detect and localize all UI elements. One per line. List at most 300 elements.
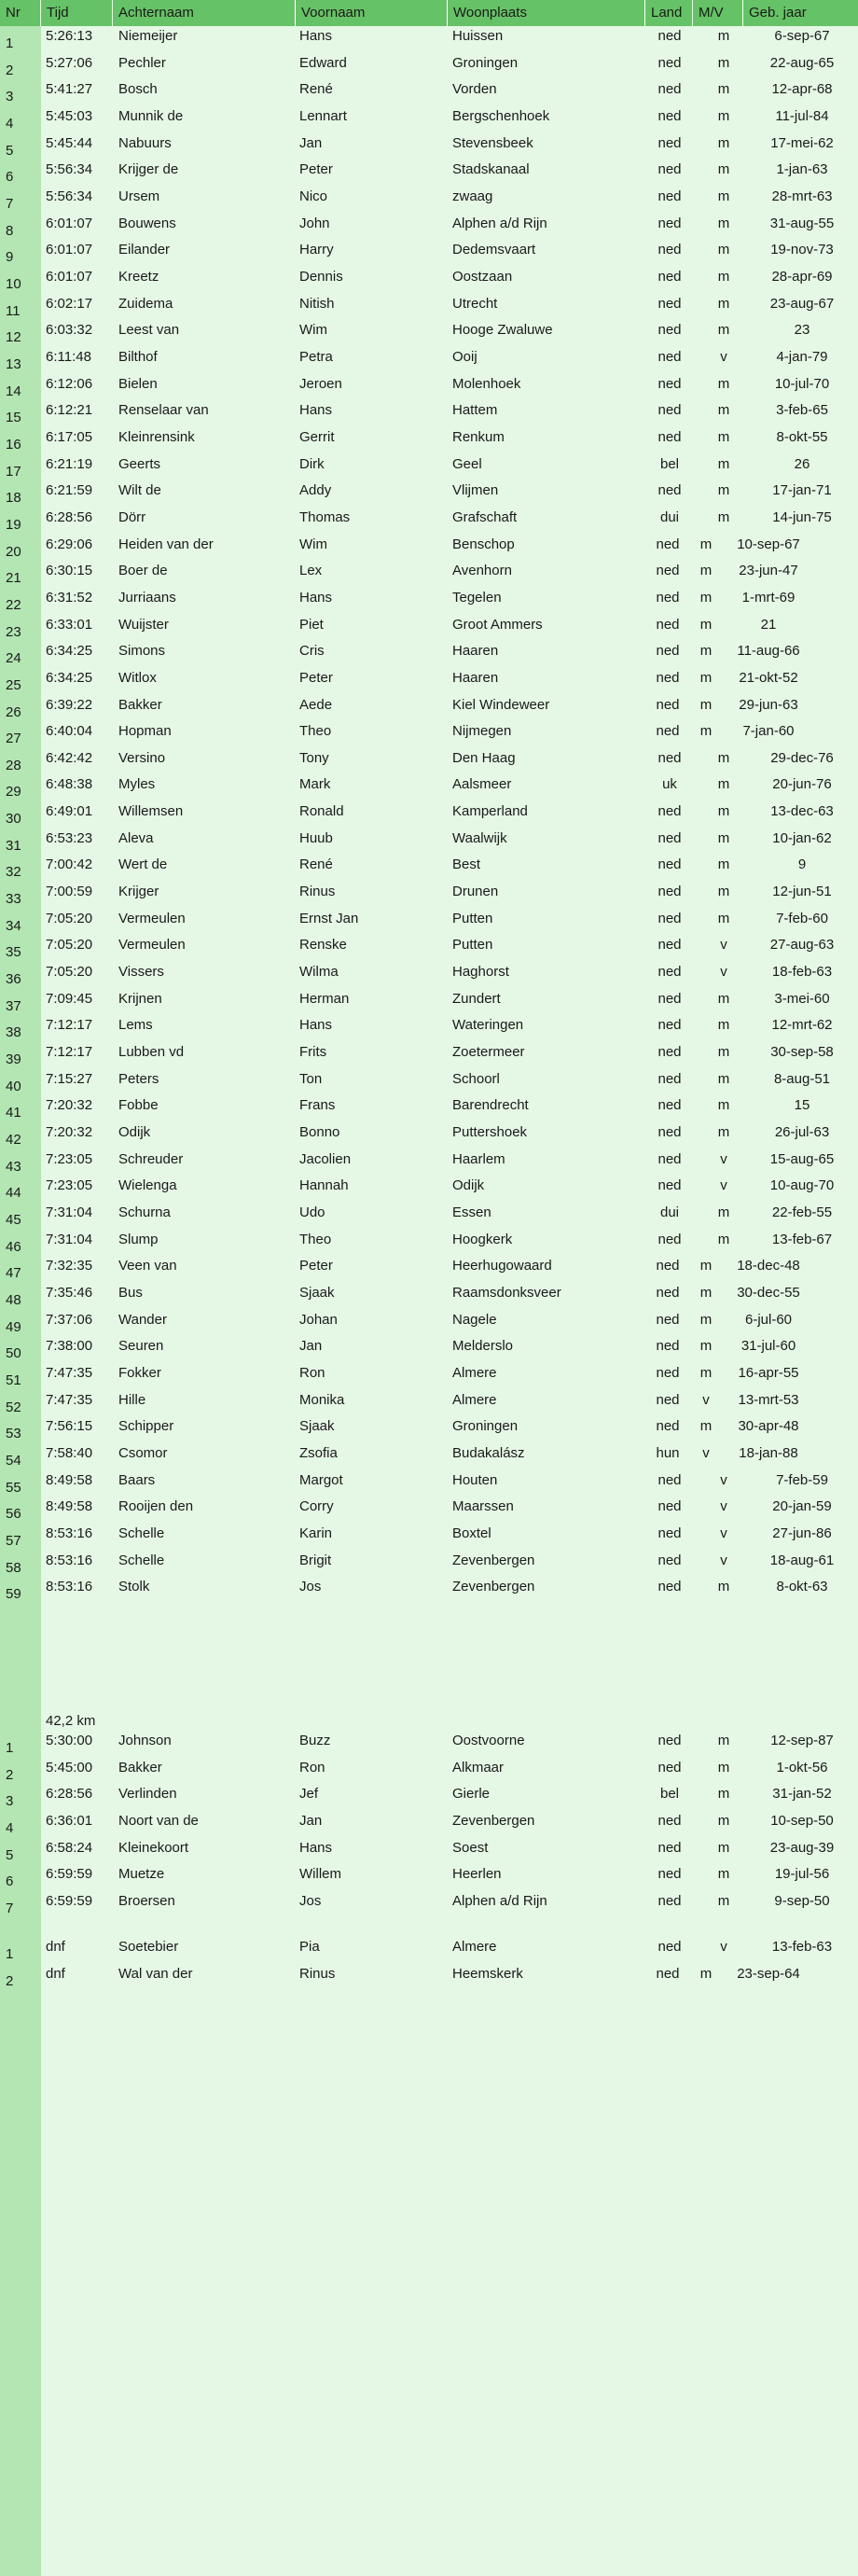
cell-voornaam: Dirk [299,455,325,472]
table-row [0,882,858,909]
cell-geb-jaar: 18-dec-48 [737,1258,800,1274]
table-row [0,214,858,241]
cell-land: ned [657,107,682,124]
cell-land: bel [659,1786,680,1803]
table-row [0,133,858,160]
cell-achternaam: Wielenga [118,1177,177,1194]
cell-voornaam: Addy [299,482,332,499]
cell-achternaam: Bouwens [118,215,176,231]
header-woonplaats: Woonplaats [448,0,645,26]
cell-land: ned [657,1471,682,1488]
cell-land: ned [657,1759,682,1775]
cell-geb-jaar: 30-sep-58 [770,1044,834,1061]
cell-geb-jaar: 30-apr-48 [738,1418,799,1435]
header-achternaam: Achternaam [113,0,296,26]
cell-nr: 54 [6,1452,21,1469]
cell-nr: 7 [6,195,14,212]
cell-achternaam: Wilt de [118,482,161,499]
cell-nr: 1 [6,1740,14,1756]
cell-achternaam: Krijger de [118,161,179,178]
cell-achternaam: Fokker [118,1365,161,1381]
cell-woonplaats: Benschop [452,536,515,552]
cell-woonplaats: Almere [452,1939,497,1955]
cell-mv: m [699,1338,713,1355]
table-row [0,1964,858,1991]
cell-woonplaats: Best [452,856,481,873]
cell-achternaam: Pechler [118,54,166,71]
cell-tijd: 7:00:42 [46,856,93,873]
cell-woonplaats: Heerhugowaard [452,1258,552,1274]
cell-achternaam: Lubben vd [118,1044,185,1061]
cell-tijd: 5:27:06 [46,54,93,71]
table-row [0,828,858,856]
cell-tijd: 8:49:58 [46,1498,93,1515]
cell-geb-jaar: 27-jun-86 [772,1525,832,1541]
cell-voornaam: Frans [299,1097,336,1114]
cell-mv: m [717,188,730,204]
cell-voornaam: Theo [299,1231,332,1247]
cell-geb-jaar: 31-jul-60 [740,1338,796,1355]
table-row [0,535,858,562]
cell-voornaam: Margot [299,1471,343,1488]
cell-land: ned [657,322,682,339]
cell-nr: 22 [6,596,21,613]
cell-woonplaats: Grafschaft [452,508,518,525]
cell-nr: 42 [6,1132,21,1149]
cell-land: ned [657,749,682,766]
cell-nr: 7 [6,1900,14,1916]
cell-mv: m [717,776,730,793]
cell-land: ned [657,829,682,846]
cell-tijd: 6:59:59 [46,1866,93,1883]
cell-achternaam: Kreetz [118,268,159,285]
cell-geb-jaar: 29-jun-63 [739,696,798,713]
cell-mv: m [717,402,730,419]
cell-voornaam: Petra [299,348,333,365]
cell-woonplaats: Oostvoorne [452,1733,525,1748]
cell-tijd: 5:45:44 [46,134,93,151]
cell-achternaam: Johnson [118,1733,172,1748]
cell-geb-jaar: 7-feb-59 [776,1471,828,1488]
cell-tijd: 6:28:56 [46,1786,93,1803]
table-row [0,989,858,1016]
cell-nr: 5 [6,142,14,159]
cell-land: ned [657,54,682,71]
cell-tijd: 5:56:34 [46,188,93,204]
cell-geb-jaar: 18-jan-88 [739,1444,798,1461]
cell-mv: m [699,1258,713,1274]
cell-voornaam: Nitish [299,295,335,312]
cell-woonplaats: Nijmegen [452,723,512,740]
cell-achternaam: Muetze [118,1866,165,1883]
cell-land: ned [657,1892,682,1909]
cell-woonplaats: Nagele [452,1311,497,1328]
cell-woonplaats: Hattem [452,402,498,419]
table-row [0,267,858,294]
cell-voornaam: Hans [299,402,333,419]
cell-achternaam: Niemeijer [118,28,178,44]
cell-nr: 18 [6,490,21,507]
cell-woonplaats: Zoetermeer [452,1044,525,1061]
cell-land: ned [657,803,682,820]
table-row [0,855,858,882]
cell-voornaam: Aede [299,696,333,713]
cell-voornaam: Wim [299,322,327,339]
cell-woonplaats: Essen [452,1204,491,1221]
cell-achternaam: Bosch [118,81,158,98]
cell-woonplaats: Maarssen [452,1498,514,1515]
cell-achternaam: Eilander [118,242,171,258]
cell-geb-jaar: 7-jan-60 [742,723,795,740]
cell-woonplaats: Aalsmeer [452,776,512,793]
cell-tijd: 7:12:17 [46,1044,93,1061]
table-row [0,615,858,642]
cell-woonplaats: Dedemsvaart [452,242,536,258]
cell-woonplaats: Odijk [452,1177,485,1194]
cell-tijd: 7:37:06 [46,1311,93,1328]
table-row [0,1937,858,1964]
cell-woonplaats: Budakalász [452,1444,525,1461]
cell-woonplaats: Putten [452,937,493,954]
cell-tijd: 7:32:35 [46,1258,93,1274]
cell-geb-jaar: 27-aug-63 [769,937,835,954]
table-row [0,1310,858,1337]
cell-mv: m [699,1285,713,1302]
cell-voornaam: Thomas [299,508,351,525]
cell-mv: m [717,990,730,1007]
cell-achternaam: Csomor [118,1444,168,1461]
cell-mv: m [699,589,713,606]
cell-woonplaats: Gierle [452,1786,491,1803]
cell-geb-jaar: 19-jul-56 [774,1866,830,1883]
table-row [0,801,858,828]
cell-voornaam: Tony [299,749,329,766]
cell-nr: 6 [6,169,14,186]
cell-mv: m [717,375,730,392]
cell-land: ned [656,536,680,552]
cell-geb-jaar: 12-apr-68 [771,81,833,98]
cell-land: ned [657,348,682,365]
cell-geb-jaar: 13-feb-63 [771,1939,833,1955]
cell-nr: 19 [6,516,21,533]
cell-land: ned [656,616,680,633]
cell-achternaam: Rooijen den [118,1498,194,1515]
cell-tijd: 7:23:05 [46,1150,93,1167]
cell-tijd: 8:49:58 [46,1471,93,1488]
cell-voornaam: Ernst Jan [299,910,359,926]
cell-achternaam: Ursem [118,188,160,204]
cell-geb-jaar: 31-aug-55 [769,215,835,231]
cell-woonplaats: zwaag [452,188,493,204]
cell-land: ned [657,28,682,44]
table-row [0,1551,858,1578]
cell-land: ned [657,1124,682,1141]
cell-land: ned [656,1338,680,1355]
cell-nr: 21 [6,570,21,587]
cell-mv: m [699,1365,713,1381]
table-row [0,1042,858,1069]
cell-voornaam: Ron [299,1365,325,1381]
cell-land: ned [657,188,682,204]
cell-nr: 36 [6,971,21,988]
cell-achternaam: Kleinekoort [118,1839,189,1856]
cell-woonplaats: Utrecht [452,295,498,312]
cell-mv: m [717,134,730,151]
cell-woonplaats: Vorden [452,81,497,98]
cell-geb-jaar: 12-jun-51 [772,884,832,900]
cell-mv: m [717,81,730,98]
table-row [0,26,858,53]
cell-geb-jaar: 26-jul-63 [774,1124,830,1141]
cell-geb-jaar: 28-apr-69 [771,268,833,285]
cell-achternaam: Nabuurs [118,134,172,151]
cell-land: ned [656,643,680,660]
table-row [0,1256,858,1283]
cell-tijd: 8:53:16 [46,1579,93,1595]
cell-nr: 45 [6,1212,21,1229]
cell-mv: v [720,1498,727,1515]
cell-land: ned [657,1552,682,1568]
cell-tijd: 7:58:40 [46,1444,93,1461]
cell-land: ned [656,1965,680,1982]
cell-nr: 12 [6,329,21,346]
cell-voornaam: Harry [299,242,334,258]
table-row [0,1811,858,1838]
cell-mv: m [699,723,713,740]
cell-voornaam: Lennart [299,107,347,124]
cell-woonplaats: Haghorst [452,964,509,981]
cell-nr: 24 [6,650,21,667]
cell-mv: m [717,1839,730,1856]
cell-woonplaats: Almere [452,1365,497,1381]
cell-mv: v [720,348,727,365]
cell-achternaam: Veen van [118,1258,177,1274]
table-row [0,1283,858,1310]
cell-achternaam: Schreuder [118,1150,184,1167]
table-row [0,1838,858,1865]
cell-land: ned [656,1311,680,1328]
cell-achternaam: Aleva [118,829,154,846]
cell-mv: m [717,1812,730,1829]
table-row [0,1577,858,1604]
cell-nr: 41 [6,1105,21,1121]
cell-tijd: 6:31:52 [46,589,93,606]
cell-voornaam: Theo [299,723,332,740]
cell-tijd: 7:15:27 [46,1070,93,1087]
cell-geb-jaar: 3-mei-60 [774,990,830,1007]
cell-land: ned [657,482,682,499]
cell-land: ned [657,1812,682,1829]
cell-nr: 52 [6,1399,21,1415]
table-row [0,1015,858,1042]
cell-nr: 15 [6,410,21,426]
cell-achternaam: Wander [118,1311,167,1328]
cell-tijd: 5:56:34 [46,161,93,178]
cell-geb-jaar: 10-aug-70 [769,1177,835,1194]
cell-land: ned [656,1285,680,1302]
cell-mv: m [717,1786,730,1803]
cell-mv: m [717,1070,730,1087]
cell-nr: 46 [6,1238,21,1255]
cell-geb-jaar: 31-jan-52 [772,1786,832,1803]
cell-achternaam: Dörr [118,508,146,525]
cell-mv: m [717,829,730,846]
cell-achternaam: Bielen [118,375,158,392]
cell-geb-jaar: 17-mei-62 [770,134,834,151]
cell-tijd: dnf [46,1965,65,1982]
cell-woonplaats: Alphen a/d Rijn [452,1892,547,1909]
cell-voornaam: Peter [299,669,333,686]
cell-mv: m [717,482,730,499]
cell-voornaam: Jacolien [299,1150,352,1167]
cell-voornaam: Piet [299,616,324,633]
cell-tijd: 6:02:17 [46,295,93,312]
cell-achternaam: Renselaar van [118,402,209,419]
cell-tijd: 6:48:38 [46,776,93,793]
cell-mv: m [717,107,730,124]
header-land: Land [645,0,693,26]
cell-achternaam: Bilthof [118,348,158,365]
cell-woonplaats: Hooge Zwaluwe [452,322,553,339]
cell-geb-jaar: 1-okt-56 [776,1759,828,1775]
cell-mv: m [699,1311,713,1328]
cell-voornaam: Ton [299,1070,323,1087]
cell-land: ned [656,669,680,686]
table-row [0,160,858,187]
cell-tijd: 8:53:16 [46,1525,93,1541]
cell-nr: 35 [6,944,21,961]
table-row [0,641,858,668]
cell-achternaam: Kleinrensink [118,428,195,445]
cell-geb-jaar: 10-sep-67 [737,536,800,552]
cell-woonplaats: Tegelen [452,589,502,606]
cell-voornaam: Jan [299,1812,323,1829]
cell-voornaam: Ron [299,1759,325,1775]
cell-tijd: 6:34:25 [46,643,93,660]
cell-nr: 3 [6,89,14,105]
cell-geb-jaar: 9 [797,856,807,873]
cell-tijd: 7:05:20 [46,910,93,926]
cell-woonplaats: Den Haag [452,749,516,766]
cell-achternaam: Noort van de [118,1812,199,1829]
table-row [0,294,858,321]
header-voornaam: Voornaam [296,0,448,26]
cell-voornaam: Hannah [299,1177,349,1194]
cell-nr: 26 [6,703,21,720]
cell-tijd: 7:09:45 [46,990,93,1007]
cell-woonplaats: Raamsdonksveer [452,1285,561,1302]
cell-nr: 14 [6,383,21,399]
header-mv: M/V [693,0,743,26]
table-row [0,106,858,133]
cell-geb-jaar: 23-jun-47 [739,563,798,579]
cell-achternaam: Wert de [118,856,168,873]
cell-land: bel [659,455,680,472]
cell-land: dui [659,508,680,525]
cell-woonplaats: Groningen [452,1418,519,1435]
cell-voornaam: Wilma [299,964,339,981]
cell-woonplaats: Barendrecht [452,1097,529,1114]
cell-land: ned [657,1839,682,1856]
cell-mv: m [717,1579,730,1595]
cell-nr: 9 [6,249,14,266]
cell-geb-jaar: 12-mrt-62 [771,1017,833,1034]
cell-achternaam: Simons [118,643,166,660]
cell-tijd: 7:35:46 [46,1285,93,1302]
cell-land: ned [657,1044,682,1061]
cell-mv: m [717,161,730,178]
cell-achternaam: Baars [118,1471,156,1488]
cell-achternaam: Odijk [118,1124,151,1141]
cell-achternaam: Munnik de [118,107,184,124]
cell-woonplaats: Melderslo [452,1338,514,1355]
cell-voornaam: Corry [299,1498,334,1515]
cell-mv: m [717,1044,730,1061]
cell-land: ned [657,134,682,151]
cell-geb-jaar: 13-feb-67 [771,1231,833,1247]
cell-voornaam: Willem [299,1866,341,1883]
cell-land: ned [657,1070,682,1087]
cell-woonplaats: Soest [452,1839,489,1856]
cell-mv: m [717,749,730,766]
cell-nr: 48 [6,1292,21,1309]
cell-tijd: 7:00:59 [46,884,93,900]
cell-geb-jaar: 11-aug-66 [737,643,800,660]
cell-voornaam: Lex [299,563,323,579]
cell-tijd: 6:33:01 [46,616,93,633]
cell-woonplaats: Bergschenhoek [452,107,550,124]
cell-achternaam: Fobbe [118,1097,159,1114]
cell-voornaam: Pia [299,1939,320,1955]
cell-woonplaats: Zevenbergen [452,1579,535,1595]
cell-nr: 32 [6,864,21,881]
table-row [0,1069,858,1096]
cell-mv: m [717,1204,730,1221]
cell-land: ned [656,1365,680,1381]
cell-land: ned [657,1579,682,1595]
cell-woonplaats: Boxtel [452,1525,491,1541]
cell-voornaam: Sjaak [299,1418,335,1435]
cell-geb-jaar: 6-jul-60 [744,1311,793,1328]
cell-geb-jaar: 10-jul-70 [774,375,830,392]
cell-achternaam: Peters [118,1070,159,1087]
cell-achternaam: Krijger [118,884,159,900]
cell-nr: 25 [6,676,21,693]
cell-voornaam: Hans [299,1839,333,1856]
cell-geb-jaar: 20-jun-76 [772,776,832,793]
cell-mv: m [699,563,713,579]
cell-land: ned [657,1733,682,1748]
cell-mv: v [720,964,727,981]
cell-mv: m [699,1965,713,1982]
cell-land: ned [657,1498,682,1515]
cell-voornaam: Renske [299,937,347,954]
table-row [0,1731,858,1758]
cell-achternaam: Krijnen [118,990,162,1007]
table-row [0,561,858,588]
cell-mv: m [717,268,730,285]
cell-voornaam: Wim [299,536,327,552]
cell-voornaam: Cris [299,643,325,660]
cell-achternaam: Slump [118,1231,159,1247]
cell-mv: v [720,1150,727,1167]
cell-land: ned [656,696,680,713]
cell-mv: m [717,1759,730,1775]
cell-mv: m [699,616,713,633]
cell-nr: 51 [6,1372,21,1388]
cell-tijd: 6:59:59 [46,1892,93,1909]
cell-woonplaats: Puttershoek [452,1124,528,1141]
